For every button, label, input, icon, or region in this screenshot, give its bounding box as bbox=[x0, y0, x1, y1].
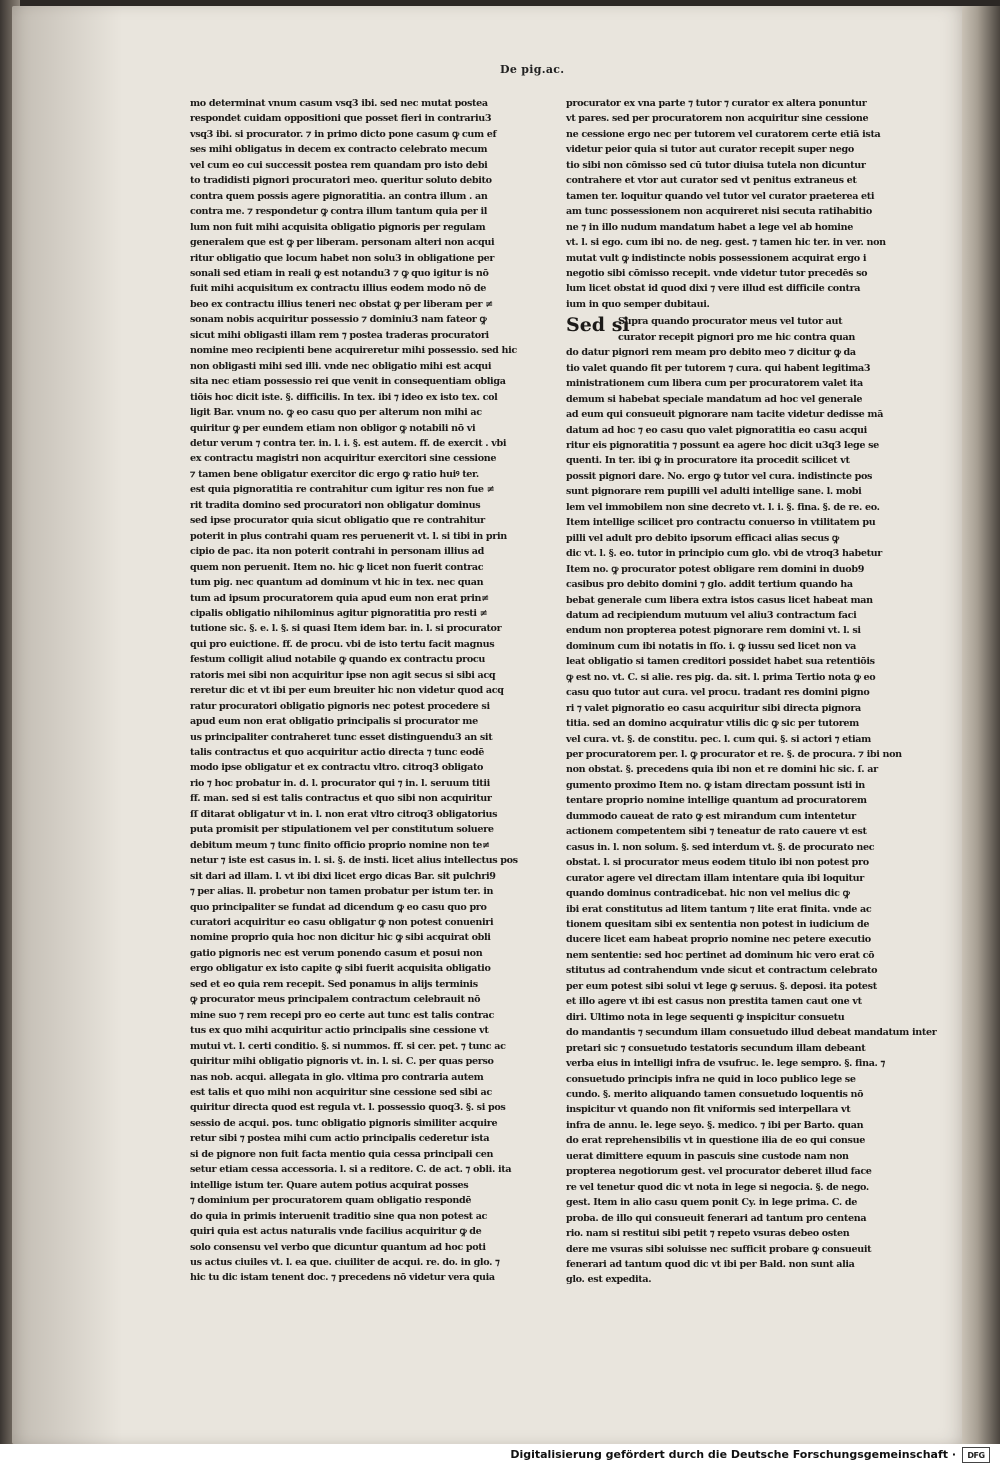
right-column-line: ritur eis pignoratitia ⁊ possunt ea agere hoc dicit u3q3 lege se bbox=[566, 439, 879, 451]
left-column-line: tus ex quo mihi acquiritur actio principalis sine cessione vt bbox=[190, 1025, 489, 1037]
right-column-line: Item no. ꝙ procurator potest obligare rem domini in duob9 bbox=[566, 563, 865, 575]
left-column-line: ex contractu magistri non acquiritur exercitori sine cessione bbox=[190, 453, 497, 465]
right-column-line: dominum cum ibi notatis in ſſo. i. ꝙ iussu sed licet non va bbox=[566, 640, 856, 652]
right-column-line: cundo. §. merito aliquando tamen consuetudo loquentis nō bbox=[566, 1089, 864, 1100]
left-column-line: reretur dic et vt ibi per eum breuiter hic non videtur quod acq bbox=[190, 685, 504, 697]
left-column-line: generalem que est ꝙ per liberam. personam alteri non acqui bbox=[190, 237, 495, 249]
right-column-line: casibus pro debito domini ⁊ glo. addit tertium quando ha bbox=[566, 579, 853, 591]
left-column-line: lum non fuit mihi acquisita obligatio pignoris per regulam bbox=[190, 221, 486, 233]
left-column-line: quiri quia est actus naturalis vnde facilius acquiritur ꝙ de bbox=[190, 1226, 482, 1238]
left-column-line: sonam nobis acquiritur possessio ⁊ dominiu3 nam fateor ꝙ bbox=[190, 314, 487, 326]
right-column-line: pretari sic ⁊ consuetudo testatoris secundum illam debeant bbox=[566, 1042, 866, 1054]
left-column-line: to tradidisti pignori procuratori meo. queritur soluto debito bbox=[190, 175, 492, 187]
right-column-line: ad eum qui consueuit pignorare nam tacite videtur dedisse mā bbox=[566, 409, 884, 421]
left-column-line: nomine proprio quia hoc non dicitur hic ꝙ sibi acquirat obli bbox=[190, 932, 491, 944]
right-column-line: vel cura. vt. §. de constitu. pec. l. cum qui. §. si actori ⁊ etiam bbox=[566, 733, 871, 745]
right-column-line: quando dominus contradicebat. hic non vel melius dic ꝙ bbox=[566, 888, 850, 900]
right-column-line: tentare proprio nomine intellige quantum ad procuratorem bbox=[566, 795, 867, 807]
left-column-line: cipalis obligatio nihilominus agitur pignoratitia pro resti ≠ bbox=[190, 607, 488, 619]
left-column-line: intellige istum ter. Quare autem potius acquirat posses bbox=[190, 1179, 469, 1191]
left-column-line: quo principaliter se fundat ad dicendum ꝙ eo casu quo pro bbox=[190, 901, 487, 913]
left-column-line: sit dari ad illam. l. vt ibi dixi licet ergo dicas Bar. sit pulchri9 bbox=[190, 870, 496, 882]
left-column-line: respondet cuidam oppositioni que posset fieri in contrariu3 bbox=[190, 113, 492, 125]
left-column-line: nomine meo recipienti bene acquireretur mihi possessio. sed hic bbox=[190, 345, 517, 357]
right-column-line: quenti. In ter. ibi ꝙ in procuratore ita procedit scilicet vt bbox=[566, 455, 850, 467]
left-column-line: curatori acquiritur eo casu obligatur ꝙ non potest conueniri bbox=[190, 917, 494, 929]
left-column-line: ⁊ tamen bene obligatur exercitor dic ergo ꝙ ratio huiꝰ ter. bbox=[190, 468, 479, 480]
right-column-bottom-block bbox=[566, 345, 937, 1288]
right-column-line: ꝙ est no. vt. C. si alie. res pig. da. sit. l. prima Tertio nota ꝙ eo bbox=[566, 671, 876, 683]
left-column-line: quiritur ꝙ per eundem etiam non obligor ꝙ notabili nō vi bbox=[190, 422, 476, 434]
left-column-line: ergo obligatur ex isto capite ꝙ sibi fuerit acquisita obligatio bbox=[190, 963, 491, 975]
left-column-line: puta promisit per stipulationem vel per constitutum soluere bbox=[190, 824, 494, 836]
left-column-line: hic tu dic istam tenent doc. ⁊ precedens nō videtur vera quia bbox=[190, 1272, 495, 1284]
right-column-line: casus in. l. non solum. §. sed interdum vt. §. de procurato nec bbox=[566, 841, 875, 853]
right-column-line: gumento proximo Item no. ꝙ istam directam possunt isti in bbox=[566, 779, 865, 791]
right-column-line: fenerari ad tantum quod dic vt ibi per Bald. non sunt alia bbox=[566, 1258, 855, 1270]
right-column-line: ducere licet eam habeat proprio nomine nec petere executio bbox=[566, 934, 871, 946]
left-column-line: est quia pignoratitia re contrahitur cum igitur res non fue ≠ bbox=[190, 484, 495, 496]
right-column-line: infra de annu. le. lege seyo. §. medico. ⁊ ibi per Barto. quan bbox=[566, 1119, 864, 1131]
left-column-line: mine suo ⁊ rem recepi pro eo certe aut tunc est talis contrac bbox=[190, 1009, 494, 1021]
right-column-line: ri ⁊ valet pignoratio eo casu acquiritur sibi directa pignora bbox=[566, 702, 861, 714]
right-column-line: tionem quesitam sibi ex sententia non potest in iudicium de bbox=[566, 919, 870, 931]
left-column-line: detur verum ⁊ contra ter. in. l. i. §. est autem. ff. de exercit . vbi bbox=[190, 437, 507, 449]
right-column-line: ium in quo semper dubitaui. bbox=[566, 298, 710, 310]
right-column-line: verba eius in intelligi infra de vsufruc. le. lege sempro. §. fina. ⁊ bbox=[566, 1058, 885, 1070]
right-column-line: ibi erat constitutus ad litem tantum ⁊ lite erat finita. vnde ac bbox=[566, 903, 872, 915]
right-column-line: bebat generale cum libera extra istos casus licet habeat man bbox=[566, 594, 873, 606]
left-column-line: ses mihi obligatus in decem ex contracto celebrato mecum bbox=[190, 144, 488, 156]
right-column-line: obstat. l. si procurator meus eodem titulo ibi non potest pro bbox=[566, 857, 869, 869]
left-column-line: sed et eo quia rem recepit. Sed ponamus in alijs terminis bbox=[190, 978, 478, 990]
left-column-line: beo ex contractu illius teneri nec obstat ꝙ per liberam per ≠ bbox=[190, 298, 493, 310]
right-column-line: datum ad hoc ⁊ eo casu quo valet pignoratitia eo casu acqui bbox=[566, 424, 867, 436]
right-column-line: tamen ter. loquitur quando vel tutor vel curator praeterea eti bbox=[566, 190, 875, 202]
right-column-initial-line: Supra quando procurator meus vel tutor aut bbox=[618, 316, 843, 328]
right-column-line: inspicitur vt quando non fit vniformis sed interpellara vt bbox=[566, 1104, 851, 1116]
left-column-line: ꝙ procurator meus principalem contractum celebrauit nō bbox=[190, 994, 481, 1006]
left-column-line: ⁊ dominium per procuratorem quam obligatio respondē bbox=[190, 1195, 472, 1207]
left-column-line: tiōis hoc dicit iste. §. difficilis. In tex. ibi ⁊ ideo ex isto tex. col bbox=[190, 391, 498, 403]
right-column-line: diri. Ultimo nota in lege sequenti ꝙ inspicitur consuetu bbox=[566, 1011, 845, 1023]
left-column-line: debitum meum ⁊ tunc finito officio proprio nomine non te≠ bbox=[190, 839, 490, 851]
right-column-line: propterea negotiorum gest. vel procurator deberet illud face bbox=[566, 1166, 872, 1178]
right-column-line: actionem competentem sibi ⁊ teneatur de rato cauere vt est bbox=[566, 826, 867, 838]
left-column-line: qui pro euictione. ff. de procu. vbi de isto tertu facit magnus bbox=[190, 638, 495, 650]
left-column-line: ⁊ per alias. ll. probetur non tamen probatur per istum ter. in bbox=[190, 886, 494, 898]
right-column-line: demum si habebat speciale mandatum ad hoc vel generale bbox=[566, 393, 863, 405]
right-column-line: titia. sed an domino acquiratur vtilis dic ꝙ sic per tutorem bbox=[566, 718, 859, 730]
left-column-line: tum ad ipsum procuratorem quia apud eum non erat prin≠ bbox=[190, 592, 489, 604]
left-column-line: rit tradita domino sed procuratori non obligatur dominus bbox=[190, 499, 481, 511]
right-column-line: dummodo caueat de rato ꝙ est mirandum cum intentetur bbox=[566, 810, 856, 822]
right-column-top-block bbox=[566, 96, 886, 312]
right-column-line: non obstat. §. precedens quia ibi non et re domini hic sic. ſ. ar bbox=[566, 764, 878, 776]
right-column-line: videtur peior quia si tutor aut curator recepit super nego bbox=[566, 144, 854, 156]
right-column-line: do erat reprehensibilis vt in questione ilia de eo qui consue bbox=[566, 1135, 865, 1147]
right-column-line: pilli vel adult pro debito ipsorum efficaci alias secus ꝙ bbox=[566, 532, 839, 544]
left-column-line: tum pig. nec quantum ad dominum vt hic in tex. nec quan bbox=[190, 577, 484, 589]
left-column-line: ratoris mei sibi non acquiritur ipse non agit secus si sibi acq bbox=[190, 669, 496, 681]
right-column-line: vt. l. si ego. cum ibi no. de neg. gest. ⁊ tamen hic ter. in ver. non bbox=[566, 237, 886, 249]
left-column-line: us principaliter contraheret tunc esset distinguendu3 an sit bbox=[190, 731, 493, 743]
left-column-line: vsq3 ibi. si procurator. ⁊ in primo dicto pone casum ꝙ cum ef bbox=[190, 128, 497, 140]
right-column-line: dic vt. l. §. eo. tutor in principio cum glo. vbi de vtroq3 habetur bbox=[566, 548, 882, 560]
left-column-line: talis contractus et quo acquiritur actio directa ⁊ tunc eodē bbox=[190, 747, 484, 759]
left-column-line: mo determinat vnum casum vsq3 ibi. sed nec mutat postea bbox=[190, 98, 488, 109]
footer-funding-text: Digitalisierung gefördert durch die Deutsche Forschungsgemeinschaft · bbox=[510, 1448, 956, 1461]
right-column-line: endum non propterea potest pignorare rem domini vt. l. si bbox=[566, 625, 861, 637]
right-column-line: sunt pignorare rem pupilli vel adulti intellige sane. l. mobi bbox=[566, 486, 862, 498]
left-column-line: ratur procuratori obligatio pignoris nec potest procedere si bbox=[190, 700, 490, 712]
left-column-line: sonali sed etiam in reali ꝙ est notandu3 ⁊ ꝙ quo igitur is nō bbox=[190, 267, 489, 279]
right-column-line: contrahere et vtor aut curator sed vt penitus extraneus et bbox=[566, 175, 857, 187]
running-head: De pig.ac. bbox=[500, 63, 565, 76]
right-column-line: do mandantis ⁊ secundum illam consuetudo illud debeat mandatum inter bbox=[566, 1027, 937, 1039]
right-column-line: procurator ex vna parte ⁊ tutor ⁊ curator ex altera ponuntur bbox=[566, 98, 867, 109]
left-column-line: solo consensu vel verbo que dicuntur quantum ad hoc poti bbox=[190, 1241, 486, 1253]
left-column-line: gatio pignoris nec est verum ponendo casum et posui non bbox=[190, 947, 483, 959]
right-column-line: consuetudo principis infra ne quid in loco publico lege se bbox=[566, 1073, 856, 1085]
right-column-initial-line: curator recepit pignori pro me hic contra quan bbox=[618, 331, 855, 343]
right-column-line: nem sententie: sed hoc pertinet ad dominum hic vero erat cō bbox=[566, 949, 875, 961]
left-column-line: ritur obligatio que locum habet non solu3 in obligatione per bbox=[190, 252, 495, 264]
right-column-line: glo. est expedita. bbox=[566, 1274, 652, 1286]
book-page-stack-edge bbox=[962, 6, 1000, 1444]
left-column-line: quem non peruenit. Item no. hic ꝙ licet non fuerit contrac bbox=[190, 561, 484, 573]
left-column-line: vel cum eo cui successit postea rem quandam pro isto debi bbox=[190, 159, 488, 171]
right-column-line: rio. nam si restitui sibi petit ⁊ repeto vsuras debeo osten bbox=[566, 1228, 850, 1240]
left-column-line: si de pignore non fuit facta mentio quia cessa principali cen bbox=[190, 1148, 494, 1160]
right-column-line: dere me vsuras sibi soluisse nec sufficit probare ꝙ consueuit bbox=[566, 1243, 872, 1255]
left-column-line: modo ipse obligatur et ex contractu vltro. citroq3 obligato bbox=[190, 762, 484, 774]
dfg-logo: DFG bbox=[962, 1447, 990, 1463]
right-column-line: leat obligatio si tamen creditori possidet habet sua retentiōis bbox=[566, 656, 875, 668]
left-column-line: netur ⁊ iste est casus in. l. si. §. de insti. licet alius intellectus pos bbox=[190, 855, 518, 867]
section-initial-block bbox=[566, 314, 880, 345]
right-column-line: datum ad recipiendum mutuum vel aliu3 contractum faci bbox=[566, 609, 857, 621]
right-column-line: mutat vult ꝙ indistincte nobis possessionem acquirat ergo i bbox=[566, 252, 867, 264]
left-column-line: ſſ ditarat obligatur vt in. l. non erat vltro citroq3 obligatorius bbox=[190, 808, 498, 820]
left-column-line: festum colligit aliud notabile ꝙ quando ex contractu procu bbox=[190, 654, 486, 666]
right-column-line: do datur pignori rem meam pro debito meo ⁊ dicitur ꝙ da bbox=[566, 347, 856, 359]
left-column-line: quiritur mihi obligatio pignoris vt. in. l. si. C. per quas perso bbox=[190, 1056, 494, 1068]
right-column-line: tio sibi non cōmisso sed cū tutor diuisa tutela non dicuntur bbox=[566, 159, 866, 171]
right-column-line: negotio sibi cōmisso recepit. vnde videtur tutor precedēs so bbox=[566, 267, 868, 279]
left-column-line: retur sibi ⁊ postea mihi cum actio principalis cederetur ista bbox=[190, 1133, 490, 1145]
left-column-line: tutione sic. §. e. l. §. si quasi Item idem bar. in. l. si procurator bbox=[190, 623, 502, 635]
right-column-line: lem vel immobilem non sine decreto vt. l. i. §. fina. §. de re. eo. bbox=[566, 501, 880, 513]
left-column-line: contra me. ⁊ respondetur ꝙ contra illum tantum quia per il bbox=[190, 206, 488, 218]
right-column-line: curator agere vel directam illam intentare quia ibi loquitur bbox=[566, 872, 864, 884]
left-column-line: us actus ciuiles vt. l. ea que. ciuiliter de acqui. re. do. in glo. ⁊ bbox=[190, 1256, 500, 1268]
left-column-line: nas nob. acqui. allegata in glo. vltima pro contraria autem bbox=[190, 1071, 484, 1083]
left-column-line: poterit in plus contrahi quam res peruenerit vt. l. si tibi in prin bbox=[190, 530, 507, 542]
left-column-line: contra quem possis agere pignoratitia. an contra illum . an bbox=[190, 190, 488, 202]
left-column-line: apud eum non erat obligatio principalis si procurator me bbox=[190, 716, 478, 728]
right-column-line: possit pignori dare. No. ergo ꝙ tutor vel cura. indistincte pos bbox=[566, 470, 873, 482]
right-column-line: stitutus ad contrahendum vnde sicut et contractum celebrato bbox=[566, 965, 878, 977]
right-column-line: ministrationem cum libera cum per procuratorem valet ita bbox=[566, 378, 863, 390]
right-column-line: lum licet obstat id quod dixi ⁊ vere illud est difficile contra bbox=[566, 283, 861, 295]
left-column-line: cipio de pac. ita non poterit contrahi in personam illius ad bbox=[190, 546, 485, 558]
right-column-line: vt pares. sed per procuratorem non acquiritur sine cessione bbox=[566, 113, 869, 125]
right-column-line: per procuratorem per. l. ꝙ procurator et re. §. de procura. ⁊ ibi non bbox=[566, 749, 902, 761]
left-column-line: sicut mihi obligasti illam rem ⁊ postea traderas procuratori bbox=[190, 329, 489, 341]
left-column-line: ligit Bar. vnum no. ꝙ eo casu quo per alterum non mihi ac bbox=[190, 407, 482, 419]
right-column-line: uerat dimittere equum in pascuis sine custode nam non bbox=[566, 1150, 849, 1162]
left-column-line: ff. man. sed si est talis contractus et quo sibi non acquiritur bbox=[190, 793, 492, 805]
left-column-line: do quia in primis interuenit traditio sine qua non potest ac bbox=[190, 1210, 488, 1222]
right-column-line: Item intellige scilicet pro contractu conuerso in vtilitatem pu bbox=[566, 517, 876, 529]
left-column-line: sed ipse procurator quia sicut obligatio que re contrahitur bbox=[190, 515, 485, 527]
left-column-line: rio ⁊ hoc probatur in. d. l. procurator qui ⁊ in. l. seruum titii bbox=[190, 777, 490, 789]
left-column-line: est talis et quo mihi non acquiritur sine cessione sed sibi ac bbox=[190, 1087, 492, 1098]
left-column-line: quiritur directa quod est regula vt. l. possessio quoq3. §. si pos bbox=[190, 1102, 506, 1114]
right-column-line: am tunc possessionem non acquireret nisi secuta ratihabitio bbox=[566, 206, 872, 218]
text-column-left bbox=[190, 96, 518, 1286]
right-column-line: et illo agere vt ibi est casus non prestita tamen caut one vt bbox=[566, 996, 862, 1008]
right-column-line: ne ⁊ in illo nudum mandatum habet a lege vel ab homine bbox=[566, 221, 853, 233]
section-initial-word: Sed si bbox=[566, 314, 630, 337]
right-column-line: casu quo tutor aut cura. vel procu. tradant res domini pigno bbox=[566, 687, 870, 699]
right-column-line: tio valet quando fit per tutorem ⁊ cura. qui habent legitima3 bbox=[566, 362, 871, 374]
left-column-line: sessio de acqui. pos. tunc obligatio pignoris similiter acquire bbox=[190, 1117, 498, 1129]
left-column-line: sita nec etiam possessio rei que venit in consequentiam obliga bbox=[190, 376, 506, 388]
right-column-line: re vel tenetur quod dic vt nota in lege si negocia. §. de nego. bbox=[566, 1181, 869, 1193]
right-column-line: proba. de illo qui consueuit fenerari ad tantum pro centena bbox=[566, 1212, 867, 1224]
left-column-line: fuit mihi acquisitum ex contractu illius eodem modo nō de bbox=[190, 283, 486, 295]
right-column-line: gest. Item in alio casu quem ponit Cy. in lege prima. C. de bbox=[566, 1197, 858, 1209]
text-column-right bbox=[566, 96, 937, 1288]
left-column-line: non obligasti mihi sed illi. vnde nec obligatio mihi est acqui bbox=[190, 360, 492, 372]
left-column-line: mutui vt. l. certi conditio. §. si nummos. ff. si cer. pet. ⁊ tunc ac bbox=[190, 1040, 506, 1052]
left-column-line: setur etiam cessa accessoria. l. si a reditore. C. de act. ⁊ obli. ita bbox=[190, 1164, 512, 1176]
right-column-line: per eum potest sibi solui vt lege ꝙ seruus. §. deposi. ita potest bbox=[566, 980, 877, 992]
right-column-line: ne cessione ergo nec per tutorem vel curatorem certe etiā ista bbox=[566, 128, 881, 140]
